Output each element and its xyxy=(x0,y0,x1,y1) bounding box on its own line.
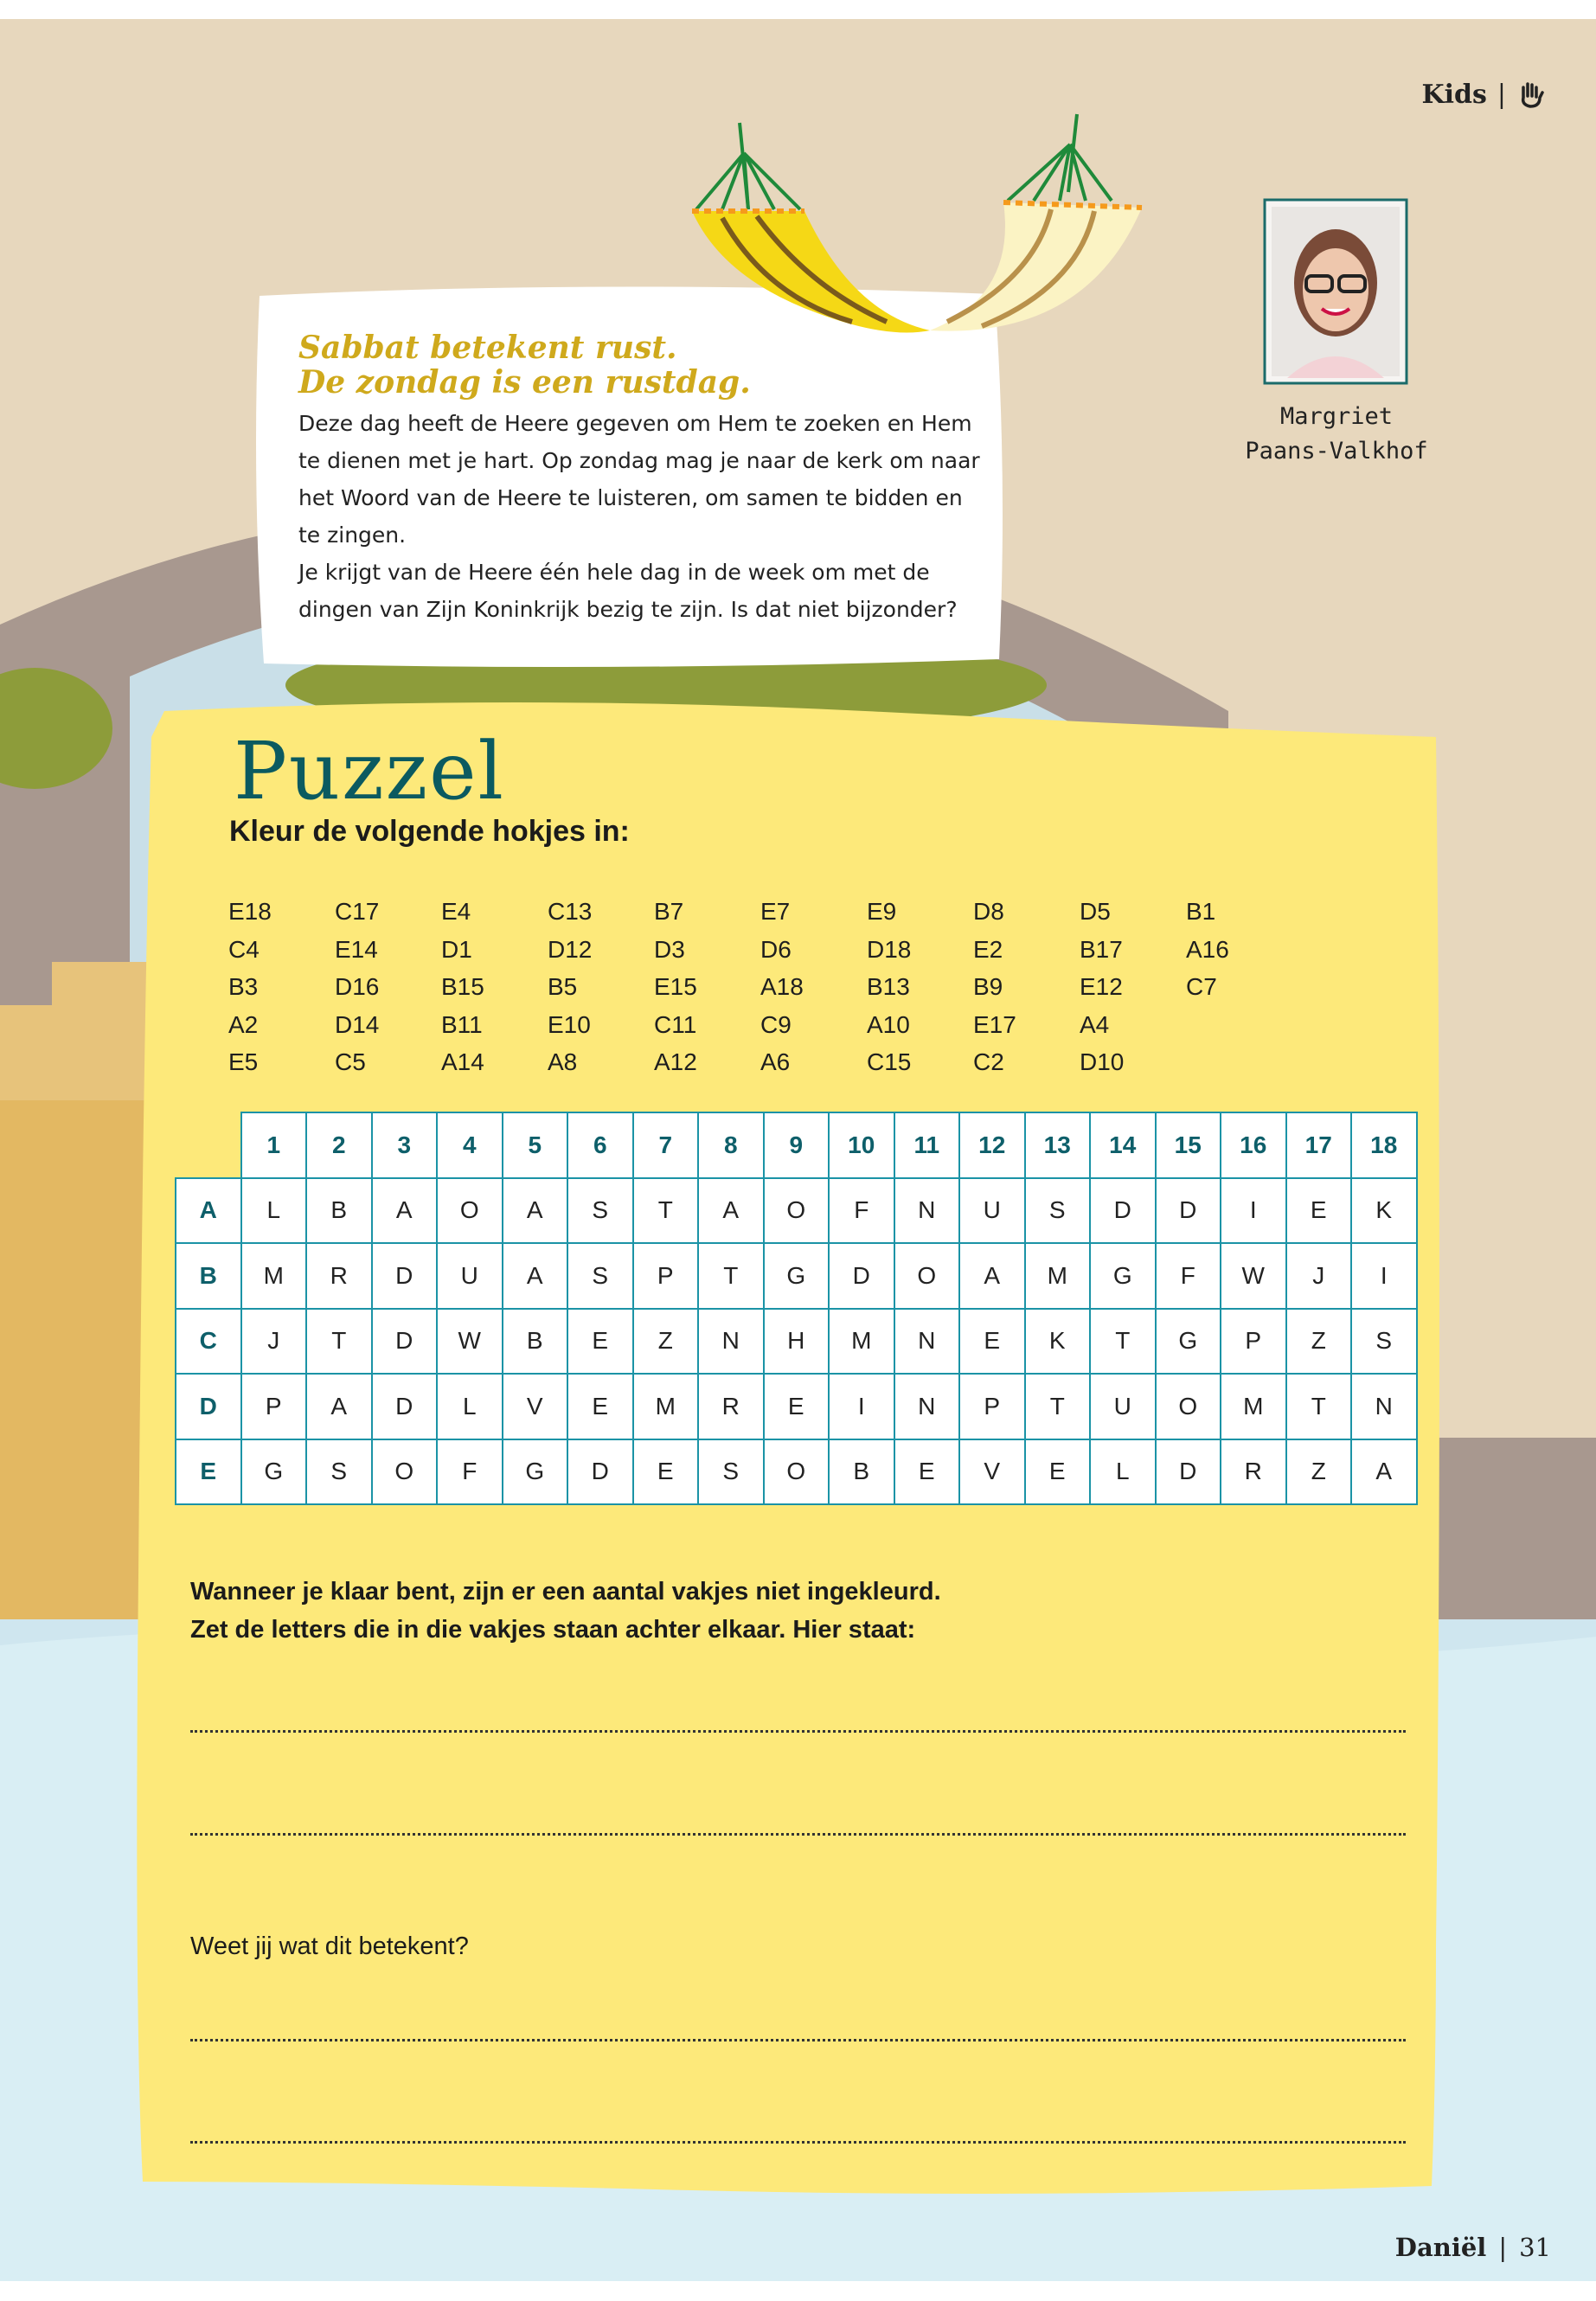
grid-row-label: C xyxy=(176,1309,241,1375)
grid-cell[interactable]: T xyxy=(306,1309,372,1375)
grid-column-number: 9 xyxy=(764,1112,830,1178)
intro-body-line: het Woord van de Heere te luisteren, om samen te bidden en xyxy=(298,485,963,510)
grid-cell[interactable]: A xyxy=(503,1178,568,1244)
grid-cell[interactable]: F xyxy=(1156,1243,1221,1309)
grid-cell[interactable]: P xyxy=(959,1374,1025,1439)
cell-code: B13 xyxy=(867,973,910,1000)
answer-line-1[interactable] xyxy=(190,1730,1406,1733)
grid-cell[interactable]: V xyxy=(959,1439,1025,1505)
author-last-name: Paans-Valkhof xyxy=(1245,438,1428,465)
grid-cell[interactable]: A xyxy=(306,1374,372,1439)
intro-title-line-1: Sabbat betekent rust. xyxy=(298,330,677,366)
grid-cell[interactable]: G xyxy=(241,1439,307,1505)
grid-cell[interactable]: T xyxy=(698,1243,764,1309)
grid-cell[interactable]: O xyxy=(894,1243,960,1309)
grid-cell[interactable]: E xyxy=(633,1439,699,1505)
grid-cell[interactable]: I xyxy=(1351,1243,1417,1309)
grid-row xyxy=(176,1309,1417,1375)
grid-cell[interactable]: L xyxy=(241,1178,307,1244)
grid-cell[interactable]: O xyxy=(764,1439,830,1505)
grid-cell[interactable]: P xyxy=(241,1374,307,1439)
cell-code: D12 xyxy=(548,935,593,963)
cell-code: D6 xyxy=(760,935,792,963)
grid-cell[interactable]: U xyxy=(1090,1374,1156,1439)
grid-cell[interactable]: T xyxy=(633,1178,699,1244)
grid-cell[interactable]: E xyxy=(764,1374,830,1439)
grid-cell[interactable]: G xyxy=(1090,1243,1156,1309)
cell-code: C13 xyxy=(548,898,593,925)
result-instruction-line-2: Zet de letters die in die vakjes staan achter elkaar. Hier staat: xyxy=(190,1616,916,1644)
code-column xyxy=(867,893,971,1081)
grid-cell[interactable]: R xyxy=(698,1374,764,1439)
result-instruction xyxy=(190,1573,941,1649)
grid-cell[interactable]: W xyxy=(1221,1243,1286,1309)
result-instruction-line-1: Wanneer je klaar bent, zijn er een aantal vakjes niet ingekleurd. xyxy=(190,1578,941,1606)
grid-cell[interactable]: O xyxy=(764,1178,830,1244)
grid-column-number: 2 xyxy=(306,1112,372,1178)
code-column xyxy=(1080,893,1183,1081)
grid-column-number: 14 xyxy=(1090,1112,1156,1178)
grid-cell[interactable]: M xyxy=(1025,1243,1091,1309)
grid-cell[interactable]: V xyxy=(503,1374,568,1439)
meaning-question: Weet jij wat dit betekent? xyxy=(190,1932,469,1960)
grid-cell[interactable]: A xyxy=(1351,1439,1417,1505)
cell-code: E4 xyxy=(441,898,471,925)
cell-code: E14 xyxy=(335,935,378,963)
code-column xyxy=(1186,893,1290,1006)
author-first-name: Margriet xyxy=(1279,403,1394,430)
intro-body xyxy=(298,405,982,628)
grid-cell[interactable]: N xyxy=(1351,1374,1417,1439)
grid-row-label: B xyxy=(176,1243,241,1309)
grid-cell[interactable]: D xyxy=(829,1243,894,1309)
code-column xyxy=(654,893,758,1081)
cell-code: C7 xyxy=(1186,973,1217,1000)
grid-cell[interactable]: O xyxy=(437,1178,503,1244)
intro-body-line: te zingen. xyxy=(298,522,407,548)
grid-cell[interactable]: A xyxy=(372,1178,438,1244)
cell-code: B15 xyxy=(441,973,484,1000)
grid-cell[interactable]: S xyxy=(567,1178,633,1244)
grid-column-number: 8 xyxy=(698,1112,764,1178)
cell-code: E2 xyxy=(973,935,1003,963)
cell-code: C4 xyxy=(228,935,260,963)
cell-code: E7 xyxy=(760,898,791,925)
grid-cell[interactable]: O xyxy=(372,1439,438,1505)
grid-cell[interactable]: M xyxy=(829,1309,894,1375)
grid-cell[interactable]: M xyxy=(1221,1374,1286,1439)
cell-code: E17 xyxy=(973,1010,1016,1038)
grid-column-number: 17 xyxy=(1286,1112,1352,1178)
cell-code: A6 xyxy=(760,1048,791,1075)
grid-column-number: 1 xyxy=(241,1112,307,1178)
code-column xyxy=(760,893,864,1081)
grid-header-row xyxy=(176,1112,1417,1178)
cell-code: A14 xyxy=(441,1048,484,1075)
grid-row-label: E xyxy=(176,1439,241,1505)
grid-cell[interactable]: T xyxy=(1090,1309,1156,1375)
grid-cell[interactable]: U xyxy=(959,1178,1025,1244)
grid-cell[interactable]: F xyxy=(829,1178,894,1244)
grid-cell[interactable]: B xyxy=(829,1439,894,1505)
header-separator: | xyxy=(1497,80,1506,110)
grid-cell[interactable]: T xyxy=(1025,1374,1091,1439)
grid-row xyxy=(176,1178,1417,1244)
grid-cell[interactable]: D xyxy=(1090,1178,1156,1244)
code-column xyxy=(441,893,545,1081)
grid-column-number: 11 xyxy=(894,1112,960,1178)
cell-code: D16 xyxy=(335,973,380,1000)
grid-cell[interactable]: E xyxy=(1025,1439,1091,1505)
cell-code: D14 xyxy=(335,1010,380,1038)
cell-code: B3 xyxy=(228,973,259,1000)
grid-cell[interactable]: Z xyxy=(633,1309,699,1375)
grid-column-number: 13 xyxy=(1025,1112,1091,1178)
grid-cell[interactable]: Z xyxy=(1286,1439,1352,1505)
cell-code: A10 xyxy=(867,1010,910,1038)
puzzle-instruction: Kleur de volgende hokjes in: xyxy=(229,815,630,848)
cell-code: D1 xyxy=(441,935,472,963)
grid-cell[interactable]: L xyxy=(1090,1439,1156,1505)
cell-code: B7 xyxy=(654,898,684,925)
grid-cell[interactable]: M xyxy=(241,1243,307,1309)
grid-cell[interactable]: O xyxy=(1156,1374,1221,1439)
grid-cell[interactable]: S xyxy=(306,1439,372,1505)
grid-cell[interactable]: N xyxy=(894,1178,960,1244)
magazine-name: Daniël xyxy=(1394,2233,1487,2262)
puzzle-title: Puzzel xyxy=(234,725,505,817)
grid-column-number: 7 xyxy=(633,1112,699,1178)
meaning-line-1[interactable] xyxy=(190,2039,1406,2041)
cell-code: B1 xyxy=(1186,898,1216,925)
cell-code: C9 xyxy=(760,1010,792,1038)
grid-cell[interactable]: B xyxy=(503,1309,568,1375)
cell-code: C15 xyxy=(867,1048,912,1075)
grid-row-label: D xyxy=(176,1374,241,1439)
grid-cell[interactable]: P xyxy=(633,1243,699,1309)
grid-cell[interactable]: E xyxy=(894,1439,960,1505)
grid-cell[interactable]: J xyxy=(1286,1243,1352,1309)
grid-cell[interactable]: I xyxy=(829,1374,894,1439)
grid-cell[interactable]: F xyxy=(437,1439,503,1505)
grid-cell[interactable]: D xyxy=(372,1309,438,1375)
grid-cell[interactable]: J xyxy=(241,1309,307,1375)
grid-cell[interactable]: K xyxy=(1025,1309,1091,1375)
grid-column-number: 4 xyxy=(437,1112,503,1178)
page-footer xyxy=(1395,2233,1551,2262)
cell-code: E5 xyxy=(228,1048,259,1075)
grid-cell[interactable]: N xyxy=(894,1309,960,1375)
code-column xyxy=(335,893,439,1081)
cell-code: E18 xyxy=(228,898,272,925)
cell-code: B11 xyxy=(441,1010,483,1038)
grid-cell[interactable]: S xyxy=(1025,1178,1091,1244)
cell-code: E9 xyxy=(867,898,897,925)
grid-row xyxy=(176,1374,1417,1439)
cell-code: C11 xyxy=(654,1010,697,1038)
grid-cell[interactable]: L xyxy=(437,1374,503,1439)
grid-cell[interactable]: B xyxy=(306,1178,372,1244)
grid-cell[interactable]: D xyxy=(1156,1178,1221,1244)
grid-cell[interactable]: N xyxy=(894,1374,960,1439)
grid-cell[interactable]: A xyxy=(698,1178,764,1244)
hand-icon xyxy=(1516,80,1546,110)
grid-cell[interactable]: D xyxy=(1156,1439,1221,1505)
cell-code: B5 xyxy=(548,973,578,1000)
grid-column-number: 15 xyxy=(1156,1112,1221,1178)
grid-cell[interactable]: U xyxy=(437,1243,503,1309)
grid-row-label: A xyxy=(176,1178,241,1244)
cell-code: A8 xyxy=(548,1048,578,1075)
grid-cell[interactable]: R xyxy=(1221,1439,1286,1505)
grid-cell[interactable]: A xyxy=(959,1243,1025,1309)
author-name xyxy=(1237,400,1436,469)
cell-code: D3 xyxy=(654,935,685,963)
grid-cell[interactable]: S xyxy=(567,1243,633,1309)
answer-line-2[interactable] xyxy=(190,1833,1406,1836)
magazine-page xyxy=(0,19,1596,2281)
code-column xyxy=(548,893,651,1081)
grid-cell[interactable]: S xyxy=(1351,1309,1417,1375)
grid-column-number: 3 xyxy=(372,1112,438,1178)
grid-cell[interactable]: G xyxy=(1156,1309,1221,1375)
grid-cell[interactable]: E xyxy=(1286,1178,1352,1244)
grid-cell[interactable]: D xyxy=(372,1374,438,1439)
grid-cell[interactable]: T xyxy=(1286,1374,1352,1439)
grid-cell[interactable]: N xyxy=(698,1309,764,1375)
grid-cell[interactable]: I xyxy=(1221,1178,1286,1244)
section-label: Kids xyxy=(1421,80,1487,110)
grid-cell[interactable]: D xyxy=(567,1439,633,1505)
intro-body-line: Deze dag heeft de Heere gegeven om Hem te zoeken en Hem xyxy=(298,411,972,436)
cell-code: A4 xyxy=(1080,1010,1110,1038)
grid-cell[interactable]: E xyxy=(567,1374,633,1439)
intro-body-line: Je krijgt van de Heere één hele dag in de week om met de xyxy=(298,560,930,585)
intro-title-line-2: De zondag is een rustdag. xyxy=(298,364,751,401)
grid-column-number: 10 xyxy=(829,1112,894,1178)
cell-code: C5 xyxy=(335,1048,366,1075)
grid-cell[interactable]: W xyxy=(437,1309,503,1375)
page-number: 31 xyxy=(1519,2233,1551,2262)
cell-code: C17 xyxy=(335,898,380,925)
grid-cell[interactable]: E xyxy=(959,1309,1025,1375)
grid-column-number: 16 xyxy=(1221,1112,1286,1178)
cell-code: D5 xyxy=(1080,898,1111,925)
cell-code: A16 xyxy=(1186,935,1229,963)
cell-code: D10 xyxy=(1080,1048,1125,1075)
grid-cell[interactable]: H xyxy=(764,1309,830,1375)
cell-code: E12 xyxy=(1080,973,1123,1000)
grid-column-number: 5 xyxy=(503,1112,568,1178)
intro-body-line: dingen van Zijn Koninkrijk bezig te zijn. Is dat niet bijzonder? xyxy=(298,597,958,622)
grid-cell[interactable]: R xyxy=(306,1243,372,1309)
grid-cell[interactable]: D xyxy=(372,1243,438,1309)
grid-column-number: 12 xyxy=(959,1112,1025,1178)
author-photo xyxy=(1261,196,1410,387)
grid-cell[interactable]: E xyxy=(567,1309,633,1375)
grid-cell[interactable]: P xyxy=(1221,1309,1286,1375)
grid-cell[interactable]: Z xyxy=(1286,1309,1352,1375)
grid-row xyxy=(176,1439,1417,1505)
cell-code: E10 xyxy=(548,1010,591,1038)
grid-cell[interactable]: G xyxy=(503,1439,568,1505)
grid-cell[interactable]: M xyxy=(633,1374,699,1439)
section-header xyxy=(1422,80,1546,110)
hammock-illustration xyxy=(688,106,1155,382)
grid-cell[interactable]: A xyxy=(503,1243,568,1309)
grid-column-number: 6 xyxy=(567,1112,633,1178)
code-column xyxy=(228,893,332,1081)
grid-corner xyxy=(176,1112,241,1178)
cell-code: A18 xyxy=(760,973,804,1000)
cell-code: A2 xyxy=(228,1010,259,1038)
grid-row xyxy=(176,1243,1417,1309)
cell-code: B9 xyxy=(973,973,1003,1000)
cell-code: B17 xyxy=(1080,935,1123,963)
cell-code: D18 xyxy=(867,935,912,963)
meaning-line-2[interactable] xyxy=(190,2141,1406,2144)
cell-code: E15 xyxy=(654,973,697,1000)
footer-separator: | xyxy=(1498,2233,1508,2262)
cell-code: C2 xyxy=(973,1048,1004,1075)
code-column xyxy=(973,893,1077,1081)
cell-code: D8 xyxy=(973,898,1004,925)
grid-cell[interactable]: K xyxy=(1351,1178,1417,1244)
intro-body-line: te dienen met je hart. Op zondag mag je naar de kerk om naar xyxy=(298,448,980,473)
puzzle-grid xyxy=(175,1112,1418,1505)
grid-cell[interactable]: G xyxy=(764,1243,830,1309)
grid-column-number: 18 xyxy=(1351,1112,1417,1178)
grid-cell[interactable]: S xyxy=(698,1439,764,1505)
cell-code: A12 xyxy=(654,1048,697,1075)
